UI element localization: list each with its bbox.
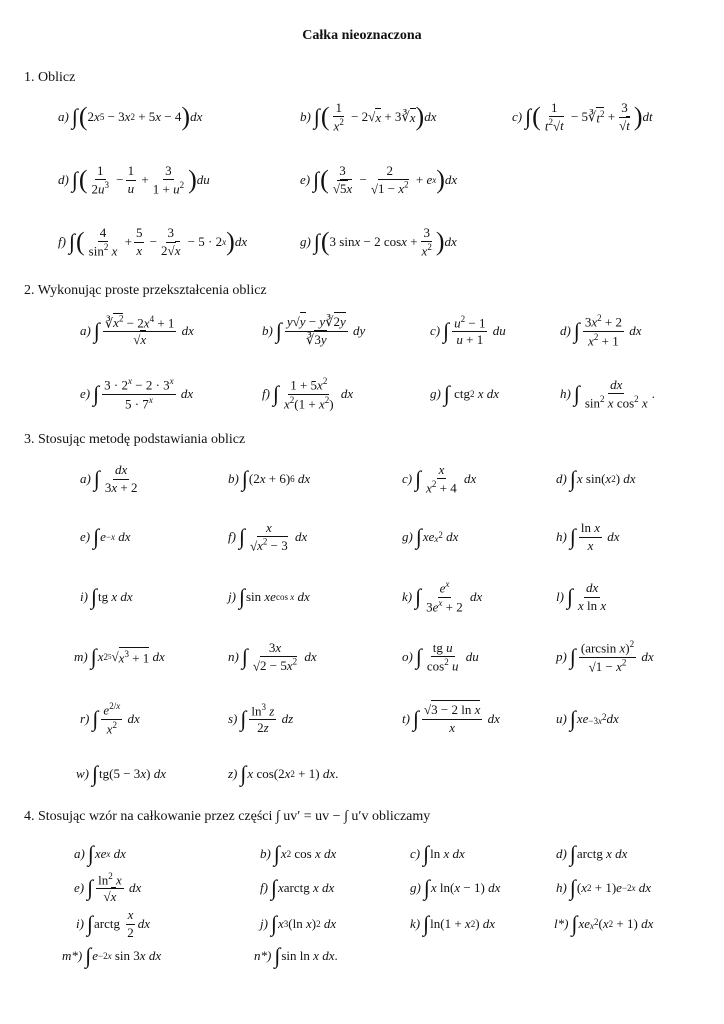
exercise-label: a) <box>80 471 91 486</box>
page-title: Całka nieoznaczona <box>302 28 422 43</box>
exercise-4d: d) ∫ arctg x dx <box>556 841 628 866</box>
exercise-label: b) <box>260 846 271 861</box>
exercise-3o: o) ∫ $\frac{\text{tg u}}{\cos^2 u}$ du <box>402 639 479 674</box>
exercise-1e: e) ∫ ( $\frac{3}{√5x}$ − $\frac{2}{√1 - x^2}$ + e x ) dx <box>300 162 458 197</box>
exercise-label: g) <box>300 234 311 249</box>
exercise-3g: g) ∫ xe $x^2$ dx <box>402 524 459 549</box>
exercise-3j: j) ∫ sin xe cos x dx <box>228 584 310 609</box>
exercise-label: d) <box>556 846 567 861</box>
section-2-heading: 2. Wykonując proste przekształcenia oblicz <box>24 283 267 298</box>
exercise-label: b) <box>262 323 273 338</box>
exercise-label: a) <box>58 109 69 124</box>
exercise-label: f) <box>228 529 236 544</box>
exercise-4i: i) ∫ arctg $\frac{x}{2}$ dx <box>76 907 150 940</box>
exercise-3n: n) ∫ $\frac{3x}{√2 - 5x^2}$ dx <box>228 639 317 674</box>
section-4-heading: 4. Stosując wzór na całkowanie przez części ∫ uv′ = uv − ∫ u′v obliczamy <box>24 809 431 824</box>
exercise-1d: d) ∫ ( $\frac{1}{2u^3}$ − $\frac{1}{u}$ + $\frac{3}{1 + u^2}$ ) du <box>58 162 210 197</box>
exercise-2f: f) ∫ $\frac{1 + 5x^2}{x^2(1 + x^2)}$ dx <box>262 375 354 411</box>
exercise-2c: c) ∫ $\frac{u^2 - 1}{u + 1}$ du <box>430 313 506 348</box>
section-1-heading: 1. Oblicz <box>24 70 76 85</box>
exercise-2d: d) ∫ $\frac{3x^2 + 2}{x^2 + 1}$ dx <box>560 312 642 348</box>
exercise-2h: h) ∫ $\frac{dx}{\sin^2 x \cos^2 x}$ . <box>560 376 655 411</box>
exercise-3i: i) ∫ tg x dx <box>80 584 133 609</box>
exercise-label: c) <box>430 323 441 338</box>
exercise-label: t) <box>402 711 410 726</box>
exercise-label: n*) <box>254 948 272 963</box>
exercise-label: l*) <box>554 916 569 931</box>
exercise-label: f) <box>58 234 66 249</box>
exercise-label: a) <box>74 846 85 861</box>
exercise-label: e) <box>74 880 85 895</box>
exercise-1g: g) ∫ ( 3 sin x − 2 cos x + $\frac{3}{x^2}$ ) dx <box>300 224 457 259</box>
exercise-label: a) <box>80 323 91 338</box>
exercise-1f: f) ∫ ( $\frac{4}{\sin^2 x}$ + $\frac{5}{x}$ − $\frac{3}{2√x}$ − 5 · 2 x ) dx <box>58 224 248 259</box>
exercise-label: j) <box>228 589 236 604</box>
exercise-label: c) <box>512 109 523 124</box>
exercise-label: i) <box>76 916 84 931</box>
exercise-2g: g) ∫ ctg 2 x dx <box>430 381 500 406</box>
exercise-3a: a) ∫ $\frac{dx}{3x + 2}$ <box>80 462 138 495</box>
exercise-4e: e) ∫ $\frac{\ln^2 x}{√x}$ dx <box>74 870 142 905</box>
exercise-label: f) <box>262 386 270 401</box>
exercise-label: e) <box>300 172 311 187</box>
exercise-4l: l*) ∫ xe $x^2$ ( x 2 + 1) dx <box>554 911 654 936</box>
exercise-3w: w) ∫ tg(5 − 3 x ) dx <box>76 761 166 786</box>
exercise-3l: l) ∫ $\frac{dx}{\text{x ln x}}$ <box>556 580 607 613</box>
section-3-heading: 3. Stosując metodę podstawiania oblicz <box>24 432 246 447</box>
exercise-label: c) <box>402 471 413 486</box>
exercise-label: o) <box>402 649 413 664</box>
exercise-label: k) <box>410 916 421 931</box>
exercise-label: b) <box>300 109 311 124</box>
exercise-3b: b) ∫ (2 x + 6) 6 dx <box>228 466 311 491</box>
exercise-label: h) <box>556 529 567 544</box>
exercise-2e: e) ∫ $\frac{3 \cdot 2^x - 2 \cdot 3^x}{5 \cdot 7^x}$ dx <box>80 375 194 411</box>
exercise-4a: a) ∫ xe x dx <box>74 841 126 866</box>
exercise-4h: h) ∫ ( x 2 + 1) e −2x dx <box>556 875 652 900</box>
exercise-label: h) <box>560 386 571 401</box>
exercise-label: j) <box>260 916 268 931</box>
exercise-label: d) <box>58 172 69 187</box>
exercise-label: u) <box>556 711 567 726</box>
exercise-3p: p) ∫ $\frac{(\arcsin x)^2}{√1 - x^2}$ dx <box>556 638 654 674</box>
exercise-3t: t) ∫ $\frac{\text{√3 − 2 ln x}}{x}$ dx <box>402 702 500 735</box>
exercise-3d: d) ∫ x sin( x 2 ) dx <box>556 466 636 491</box>
exercise-label: e) <box>80 529 91 544</box>
exercise-3k: k) ∫ $\frac{e^x}{3e^x + 2}$ dx <box>402 578 483 614</box>
exercise-label: m*) <box>62 948 83 963</box>
exercise-4m: m*) ∫ e −2x sin 3 x dx <box>62 943 162 968</box>
exercise-label: g) <box>410 880 421 895</box>
exercise-4n: n*) ∫ sin ln x dx . <box>254 943 338 968</box>
exercise-3u: u) ∫ xe $-3x^2$ dx <box>556 706 619 731</box>
exercise-3e: e) ∫ e −x dx <box>80 524 131 549</box>
exercise-4b: b) ∫ x 2 cos x dx <box>260 841 337 866</box>
exercise-label: s) <box>228 711 238 726</box>
exercise-label: n) <box>228 649 239 664</box>
exercise-label: w) <box>76 766 89 781</box>
exercise-label: h) <box>556 880 567 895</box>
exercise-1a: a) ∫ ( 2 x 5 − 3 x 2 + 5 x − 4 ) dx <box>58 102 203 131</box>
exercise-3h: h) ∫ $\frac{\text{ln x}}{x}$ dx <box>556 520 620 553</box>
exercise-2a: a) ∫ $\frac{∛x^2 - 2x^4 + 1}{√x}$ dx <box>80 313 194 348</box>
exercise-3r: r) ∫ $\frac{e^{2/x}}{x^2}$ dx <box>80 700 140 736</box>
exercise-4f: f) ∫ x arctg x dx <box>260 875 335 900</box>
exercise-4g: g) ∫ x ln( x − 1) dx <box>410 875 501 900</box>
exercise-3c: c) ∫ $\frac{x}{x^2 + 4}$ dx <box>402 461 477 496</box>
exercise-3z: z) ∫ x cos(2 x 2 + 1) dx . <box>228 761 339 786</box>
exercise-3s: s) ∫ $\frac{\ln^3 z}{2z}$ dz <box>228 701 294 736</box>
exercise-4k: k) ∫ ln(1 + x 2 ) dx <box>410 911 496 936</box>
exercise-label: g) <box>402 529 413 544</box>
exercise-label: k) <box>402 589 413 604</box>
exercise-label: d) <box>556 471 567 486</box>
exercise-2b: b) ∫ $\frac{y√y - y∛2y}{∛3y}$ dy <box>262 314 366 347</box>
exercise-label: l) <box>556 589 564 604</box>
exercise-label: e) <box>80 386 91 401</box>
exercise-4j: j) ∫ x 3 (ln x ) 2 dx <box>260 911 337 936</box>
exercise-label: c) <box>410 846 421 861</box>
exercise-label: d) <box>560 323 571 338</box>
exercise-label: p) <box>556 649 567 664</box>
exercise-label: g) <box>430 386 441 401</box>
exercise-1b: b) ∫ ( $\frac{1}{x^2}$ − 2 √ x + 3 ∛ x ) dx <box>300 99 437 134</box>
exercise-label: b) <box>228 471 239 486</box>
exercise-label: m) <box>74 649 88 664</box>
exercise-3f: f) ∫ $\frac{x}{√x^2 - 3}$ dx <box>228 519 308 554</box>
exercise-4c: c) ∫ ln x dx <box>410 841 465 866</box>
exercise-label: z) <box>228 766 238 781</box>
exercise-label: f) <box>260 880 268 895</box>
exercise-label: i) <box>80 589 88 604</box>
exercise-3m: m) ∫ x 2 5 √ $x^3 + 1$ dx <box>74 644 165 669</box>
exercise-label: r) <box>80 711 90 726</box>
exercise-1c: c) ∫ ( $\frac{1}{t^2√t}$ − 5 ∛ $t^2$ + $\frac{3}{√t}$ ) dt <box>512 99 653 134</box>
